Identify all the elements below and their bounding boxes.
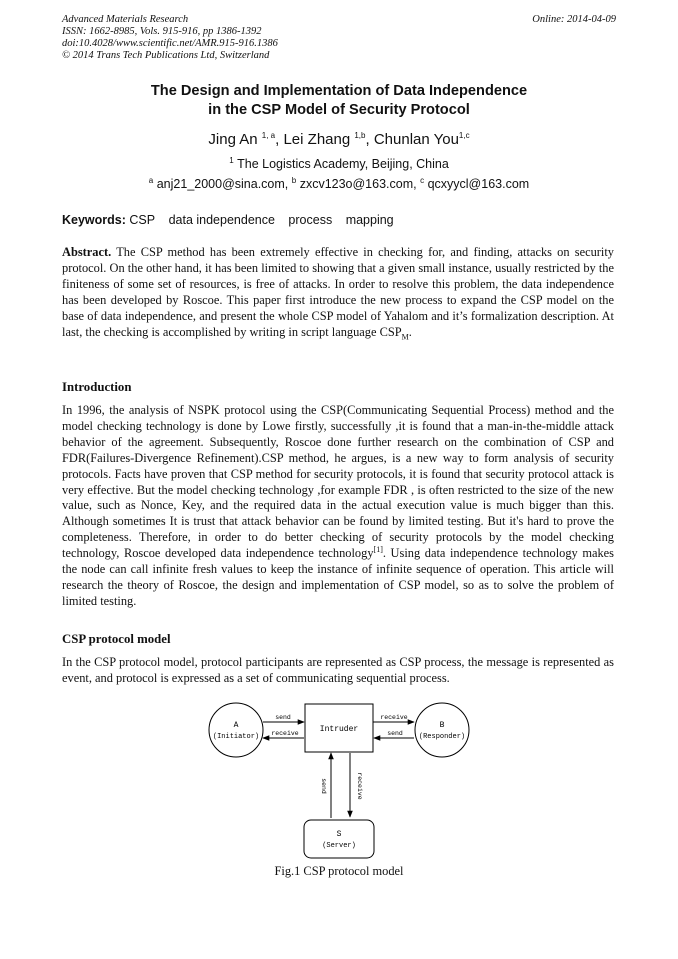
author-affiliation-mark: 1,c: [458, 131, 470, 140]
section-heading-introduction: Introduction: [62, 380, 132, 394]
introduction-text: In 1996, the analysis of NSPK protocol using the CSP(Communicating Sequential Process) method and the model checking technology is done by Lowe firstly, successfully ,it is found that a man-in-the-middle attack behavior of the agreement. Subsequently, Roscoe done further research on the combination of CSP and FDR(Failures-Divergence Refinement).CSP method, he argues, is a new way to form analysis of security protocols. Facts have proven that CSP method for security protocols, it is found that security protocol attack is very effective. But the model checking technology ,for example FDR , is often restricted to the size of the new value, such as Nonce, Key, and the required data in the actual execution value is much bigger than this. Although sometimes It is trust that attack behavior can be found by limited testing. But it's hard to prove the completeness. Therefore, in order to do better checking of security protocols by the model checking technology, Roscoe developed data independence technology: [62, 403, 614, 561]
email-list: $^a$ anj21_2000@sina.com, $^b$ zxcv123o@163.com, $^c$ qcxyycl@163.com: [148, 175, 530, 191]
server-box: [304, 820, 374, 858]
author-affiliation-mark: 1, a: [261, 131, 276, 140]
server-role: (Server): [322, 842, 356, 850]
paper-title-line-2: in the CSP Model of Security Protocol: [208, 102, 470, 118]
csp-model-text: In the CSP protocol model, protocol participants are represented as CSP process, the message is represented as event, and protocol is expressed as a set of communicating sequential process.: [62, 655, 614, 685]
abstract-label: Abstract.: [62, 245, 112, 259]
initiator-node: [209, 703, 263, 757]
email-mark: b: [291, 175, 297, 185]
abstract: [62, 245, 614, 340]
email-link[interactable]: anj21_2000@sina.com: [156, 177, 285, 191]
journal-doi: doi:10.4028/www.scientific.net/AMR.915-916.1386: [62, 38, 278, 49]
journal-header: [62, 14, 616, 62]
csp-model-paragraph: [62, 655, 614, 687]
arrow-a-send-label: send: [275, 714, 291, 721]
author-name: Jing An: [208, 131, 258, 148]
arrow-b-receive-label: receive: [380, 714, 408, 721]
paper-title-line-1: The Design and Implementation of Data Independence: [150, 83, 528, 99]
section-heading-csp-model: CSP protocol model: [62, 632, 171, 646]
abstract-tail: .: [408, 324, 412, 339]
keyword: mapping: [345, 213, 394, 227]
online-date: Online: 2014-04-09: [532, 14, 616, 25]
responder-role: (Responder): [418, 733, 466, 741]
arrow-a-receive-label: receive: [271, 730, 299, 737]
initiator-name: A: [233, 721, 239, 730]
author-name: Chunlan You: [373, 131, 459, 148]
author-list: Jing An $^{1, a}$, Lei Zhang $^{1,b}$, Chunlan You$^{1,c}$: [208, 131, 470, 148]
initiator-role: (Initiator): [212, 733, 260, 741]
author-name: Lei Zhang: [283, 131, 351, 148]
author-affiliation-mark: 1,b: [354, 131, 366, 140]
csp-protocol-diagram: [205, 700, 475, 860]
arrow-b-send-label: send: [387, 730, 403, 737]
arrow-s-send-label: send: [320, 778, 327, 794]
keywords: [62, 213, 616, 227]
figure-caption: Fig.1 CSP protocol model: [274, 864, 404, 878]
affiliation-text: The Logistics Academy, Beijing, China: [237, 157, 449, 171]
server-name: S: [336, 830, 342, 839]
email-link[interactable]: zxcv123o@163.com: [299, 177, 414, 191]
journal-copyright: © 2014 Trans Tech Publications Ltd, Switzerland: [62, 50, 270, 61]
email-mark: c: [420, 175, 425, 185]
responder-node: [415, 703, 469, 757]
email-link[interactable]: qcxyycl@163.com: [427, 177, 530, 191]
affiliation: [62, 157, 616, 171]
journal-issn: ISSN: 1662-8985, Vols. 915-916, pp 1386-1392: [62, 26, 262, 37]
keyword: CSP: [129, 213, 156, 227]
citation[interactable]: [1]: [373, 545, 383, 555]
intruder-label: Intruder: [319, 725, 359, 734]
arrow-s-receive-label: receive: [356, 772, 363, 800]
journal-name: Advanced Materials Research: [62, 14, 189, 25]
introduction-text-continued: . Using data independence technology makes the node can call infinite fresh values to keep the instance of infinite sequence of operation. This article will research the theory of Roscoe, the design and implementation of CSP model, so as to solve the problem of limited testing.: [62, 546, 614, 608]
introduction-paragraph: [62, 403, 614, 610]
email-mark: a: [148, 175, 154, 185]
keywords-label: Keywords:: [62, 213, 126, 227]
abstract-subscript: M: [401, 332, 409, 341]
keyword: data independence: [168, 213, 275, 227]
responder-name: B: [439, 721, 445, 730]
keyword: process: [288, 213, 333, 227]
abstract-text: The CSP method has been extremely effective in checking for, and finding, attacks on security protocol. On the other hand, it has been limited to showing that a given small instance, usually restricted by the finiteness of some set of resources, is free of attacks. In order to resolve this problem, the data independence has been developed by Roscoe. This paper first introduce the new process to expand the CSP model on the base of data independence, and present the whole CSP model of Yahalom and it’s formalization description. At last, the checking is accomplished by writing in script language CSP: [62, 245, 615, 339]
paper-title: [62, 82, 616, 120]
affiliation-mark: 1: [229, 155, 234, 165]
